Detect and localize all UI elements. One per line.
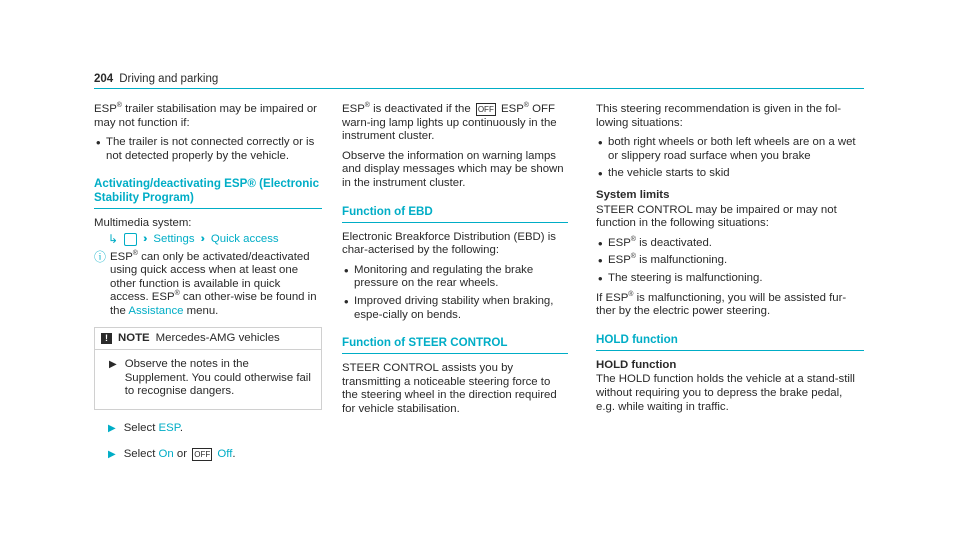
- limits-paragraph: STEER CONTROL may be impaired or may not function in the following situations:: [596, 203, 837, 230]
- limits-list: [596, 237, 864, 286]
- settings-link[interactable]: Settings: [153, 232, 195, 245]
- esp-deactivated-paragraph: ESP® is deactivated if the OFF ESP® OFF warn-ing lamp lights up continuously in the instrument cluster.: [342, 102, 557, 143]
- section-title-hold: HOLD function: [596, 333, 864, 351]
- warning-icon: !: [101, 333, 112, 344]
- situations-list: [596, 136, 864, 181]
- assistance-link[interactable]: Assistance: [128, 304, 184, 317]
- trailer-paragraph: ESP® trailer stabilisation may be impaired or may not function if:: [94, 102, 317, 129]
- triangle-right-icon: ▶: [109, 359, 117, 371]
- column-3: [596, 103, 864, 420]
- ebd-list: [342, 264, 568, 322]
- info-icon: ⓘ: [94, 249, 107, 264]
- quick-access-link[interactable]: Quick access: [210, 232, 279, 245]
- step-select-on-off: ▶ Select On or OFF Off.: [108, 447, 236, 460]
- observe-paragraph: Observe the information on warning lamps and display messages which may be shown in the instrument cluster.: [342, 149, 564, 189]
- malfunction-paragraph: If ESP® is malfunctioning, you will be assisted fur-ther by the electric power steering.: [596, 290, 847, 318]
- esp-link[interactable]: ESP: [158, 421, 180, 434]
- triangle-right-icon: ▶: [108, 422, 116, 434]
- note-subtitle: Mercedes-AMG vehicles: [155, 331, 280, 344]
- system-limits-title: System limits: [596, 188, 670, 201]
- column-1: [94, 103, 322, 467]
- note-title: NOTE: [118, 331, 150, 344]
- situations-paragraph: This steering recommendation is given in the fol-lowing situations:: [596, 103, 842, 129]
- menu-path: [94, 233, 322, 247]
- hold-subtitle: HOLD function: [596, 358, 677, 371]
- list-item: • Monitoring and regulating the brake pressure on the rear wheels.: [342, 264, 568, 291]
- note-text: Observe the notes in the Supplement. You could otherwise fail to recognise dangers.: [124, 358, 311, 398]
- list-item: • The trailer is not connected correctly or is not detected properly by the vehicle.: [94, 136, 322, 163]
- note-box: [94, 327, 322, 410]
- ebd-paragraph: Electronic Breakforce Distribution (EBD) is char-acterised by the following:: [342, 230, 556, 257]
- home-icon[interactable]: [124, 233, 137, 246]
- list-item: • the vehicle starts to skid: [596, 167, 864, 181]
- arrow-hook-icon: ↳: [108, 231, 119, 246]
- steer-paragraph: STEER CONTROL assists you by transmitting a noticeable steering force to the steering wheel in the direction required for vehicle stabilisation.: [342, 362, 557, 415]
- on-link[interactable]: On: [158, 447, 174, 460]
- section-title-steer: Function of STEER CONTROL: [342, 336, 568, 354]
- list-item: • The steering is malfunctioning.: [596, 272, 864, 286]
- triangle-right-icon: ▶: [108, 448, 116, 460]
- page-number: 204: [94, 73, 114, 85]
- chapter-title: Driving and parking: [119, 73, 219, 85]
- list-item: • ESP® is malfunctioning.: [596, 254, 864, 268]
- column-2: [342, 103, 568, 423]
- hold-paragraph: The HOLD function holds the vehicle at a stand-still without requiring you to depress the brake pedal, e.g. while waiting in traffic.: [596, 373, 855, 413]
- list-item: • ESP® is deactivated.: [596, 237, 864, 251]
- multimedia-label: Multimedia system:: [94, 217, 192, 230]
- list-item: • Improved driving stability when braking, espe-cially on bends.: [342, 295, 568, 322]
- list-item: • both right wheels or both left wheels are on a wet or slippery road surface when you brake: [596, 136, 864, 163]
- info-note: ⓘ ESP® can only be activated/deactivated using quick access when at least one other function is available in quick access. ESP® can other-wise be found in the Assistance menu.: [94, 249, 317, 317]
- off-link[interactable]: Off: [217, 447, 233, 460]
- page-header: [94, 73, 218, 87]
- section-title-esp: Activating/deactivating ESP® (Electronic Stability Program): [94, 177, 322, 209]
- esp-off-icon: OFF: [477, 105, 494, 114]
- esp-off-icon: OFF: [194, 449, 211, 459]
- trailer-list: [94, 136, 322, 163]
- step-select-esp: ▶ Select ESP.: [108, 421, 184, 434]
- header-divider: [94, 88, 864, 89]
- chevron-double-icon: ››: [143, 232, 145, 245]
- section-title-ebd: Function of EBD: [342, 205, 568, 223]
- chevron-double-icon: ››: [200, 232, 202, 245]
